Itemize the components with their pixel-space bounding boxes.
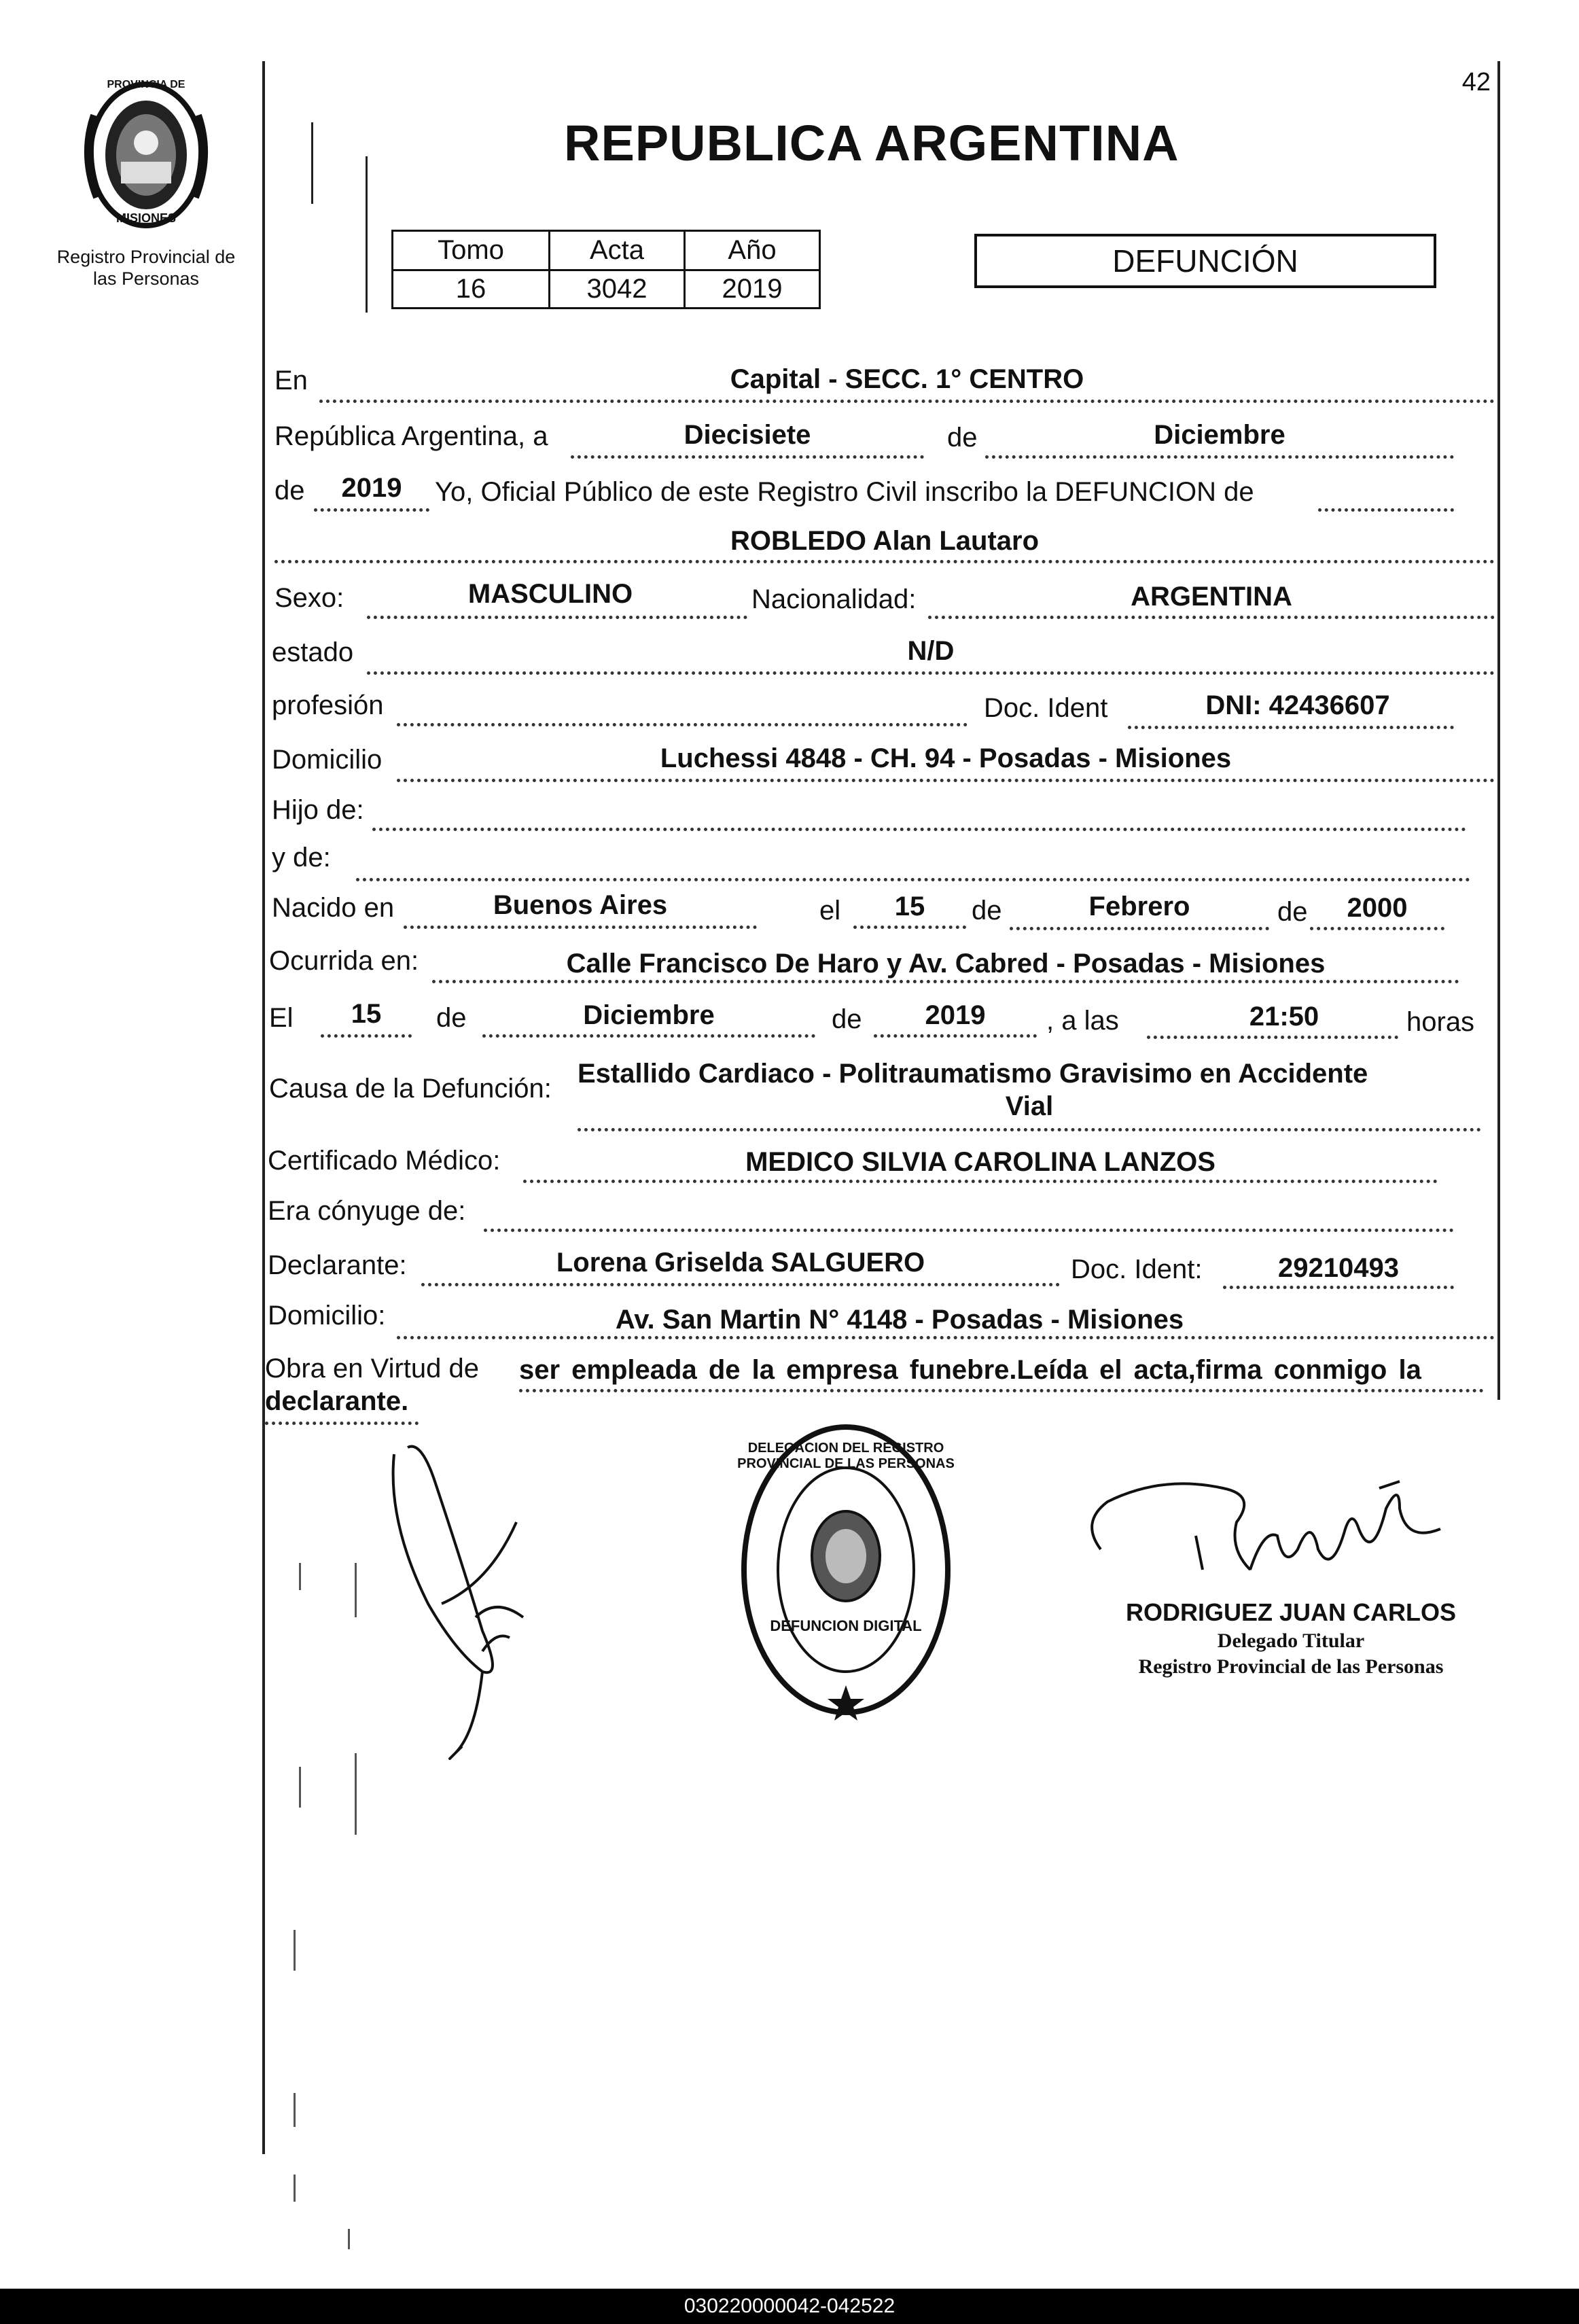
record-type: DEFUNCIÓN	[1112, 243, 1298, 279]
death-year-dots	[874, 1034, 1037, 1038]
causa-dots	[578, 1128, 1481, 1131]
horas-label: horas	[1406, 1007, 1475, 1037]
month: Diciembre	[1154, 420, 1285, 450]
official-stamp	[734, 1413, 958, 1726]
sexo-label: Sexo:	[274, 583, 344, 613]
profesion-label: profesión	[272, 690, 384, 720]
obra-value-line2: declarante.	[265, 1386, 409, 1416]
certificado-label: Certificado Médico:	[268, 1146, 501, 1176]
profesion-dots	[397, 723, 968, 726]
province-seal	[75, 75, 217, 231]
yde-dots	[356, 878, 1470, 881]
de-label: de	[947, 423, 978, 453]
en-dots	[319, 400, 1495, 403]
registry-label-line2: las Personas	[92, 268, 200, 289]
official-signature	[1080, 1468, 1461, 1590]
table-header-ano: Año	[685, 231, 820, 270]
yde-label: y de:	[272, 843, 331, 873]
declarante-label: Declarante:	[268, 1250, 407, 1280]
margin-dash	[294, 2093, 296, 2127]
estado-value: N/D	[907, 636, 955, 666]
right-margin-line	[1497, 61, 1500, 1400]
deceased-name: ROBLEDO Alan Lautaro	[730, 526, 1040, 556]
margin-dash	[355, 1753, 357, 1835]
year-prefix: de	[274, 476, 305, 506]
nacionalidad-dots	[928, 616, 1495, 619]
declarant-signature	[380, 1427, 557, 1780]
death-el-label: El	[269, 1003, 294, 1033]
declarante-value: Lorena Griselda SALGUERO	[556, 1248, 925, 1278]
page-title: REPUBLICA ARGENTINA	[564, 115, 1179, 171]
margin-dash	[299, 1767, 301, 1808]
doc-ident-label: Doc. Ident	[984, 693, 1108, 723]
birth-de1: de	[972, 896, 1002, 926]
footer-bar	[0, 2289, 1579, 2324]
margin-dash	[348, 2229, 350, 2249]
registry-label	[34, 246, 258, 289]
republica-label: República Argentina, a	[274, 421, 548, 451]
table-header-acta: Acta	[550, 231, 685, 270]
statement-dots	[1318, 508, 1454, 512]
death-time-dots	[1147, 1036, 1398, 1039]
declarante-domicilio-value: Av. San Martin N° 4148 - Posadas - Misiones	[615, 1305, 1184, 1335]
birth-month-dots	[1010, 927, 1269, 930]
declarante-doc-value: 29210493	[1278, 1253, 1399, 1283]
certificado-dots	[523, 1180, 1438, 1183]
official-title: Delegado Titular	[1217, 1630, 1365, 1652]
certificado-value: MEDICO SILVIA CAROLINA LANZOS	[745, 1147, 1216, 1177]
year: 2019	[341, 473, 402, 503]
hijo-dots	[372, 828, 1466, 831]
domicilio-value: Luchessi 4848 - CH. 94 - Posadas - Misiones	[660, 743, 1232, 773]
el-label: el	[819, 896, 841, 926]
record-type-box	[974, 234, 1436, 288]
domicilio-label: Domicilio	[272, 745, 383, 775]
table-value-tomo: 16	[393, 270, 550, 309]
name-dots	[274, 560, 1495, 563]
punch-mark-right	[366, 156, 368, 313]
causa-value-line1: Estallido Cardiaco - Politraumatismo Gravisimo en Accidente	[578, 1059, 1368, 1089]
death-day: 15	[351, 999, 382, 1029]
domicilio-dots	[397, 779, 1495, 782]
month-dots	[985, 455, 1454, 459]
page-number: 42	[1461, 68, 1491, 96]
nacionalidad-label: Nacionalidad:	[751, 584, 917, 614]
death-day-dots	[321, 1034, 412, 1038]
table-header-tomo: Tomo	[393, 231, 550, 270]
table-value-acta: 3042	[550, 270, 685, 309]
birth-month: Febrero	[1088, 892, 1190, 921]
stamp-outer-text: DELEGACION DEL REGISTRO PROVINCIAL DE LAS PERSONAS	[737, 1441, 955, 1471]
margin-dash	[355, 1563, 357, 1617]
registry-label-line1: Registro Provincial de	[56, 247, 236, 267]
nacido-label: Nacido en	[272, 893, 395, 923]
death-year: 2019	[925, 1000, 986, 1030]
stamp-inner-text: DEFUNCION DIGITAL	[770, 1617, 922, 1634]
margin-dash	[299, 1563, 301, 1590]
death-time: 21:50	[1249, 1002, 1319, 1032]
birth-day-dots	[853, 926, 966, 929]
death-month: Diciembre	[583, 1000, 715, 1030]
official-block	[1107, 1598, 1474, 1678]
obra-prefix: Obra en Virtud de	[265, 1354, 480, 1384]
obra-value-line1: ser empleada de la empresa funebre.Leída el acta,firma conmigo la	[519, 1355, 1421, 1385]
birth-de2: de	[1277, 897, 1308, 927]
en-value: Capital - SECC. 1° CENTRO	[730, 364, 1084, 394]
punch-mark-left	[311, 122, 313, 204]
doc-ident-value: DNI: 42436607	[1205, 690, 1390, 720]
causa-value-line2: Vial	[1005, 1091, 1054, 1121]
left-margin-line	[262, 61, 265, 2154]
doc-ident-dots	[1128, 726, 1454, 729]
margin-dash	[294, 2175, 296, 2202]
year-dots	[314, 508, 429, 512]
nacido-value: Buenos Aires	[493, 890, 668, 920]
seal-top-text: PROVINCIA DE	[107, 79, 185, 90]
birth-day: 15	[894, 892, 925, 921]
official-office: Registro Provincial de las Personas	[1138, 1655, 1444, 1678]
declarante-doc-dots	[1223, 1286, 1454, 1289]
obra-dots	[519, 1389, 1484, 1392]
death-month-dots	[482, 1034, 815, 1038]
footer-id: 030220000042-042522	[684, 2295, 895, 2317]
ocurrida-value: Calle Francisco De Haro y Av. Cabred - Posadas - Misiones	[566, 949, 1326, 979]
death-de2: de	[832, 1004, 862, 1034]
declarante-doc-label: Doc. Ident:	[1071, 1254, 1203, 1284]
death-de1: de	[436, 1003, 467, 1033]
estado-dots	[367, 671, 1495, 675]
declarante-domicilio-label: Domicilio:	[268, 1301, 386, 1331]
declarante-domicilio-dots	[397, 1336, 1495, 1339]
declarante-dots	[421, 1283, 1060, 1286]
conyuge-label: Era cónyuge de:	[268, 1196, 466, 1226]
table-value-ano: 2019	[685, 270, 820, 309]
statement: Yo, Oficial Público de este Registro Civil inscribo la DEFUNCION de	[435, 477, 1254, 507]
sexo-dots	[367, 616, 747, 619]
birth-year: 2000	[1347, 893, 1408, 923]
record-table	[391, 230, 821, 309]
alas-label: , a las	[1046, 1006, 1119, 1036]
day-dots	[571, 455, 924, 459]
estado-label: estado	[272, 637, 354, 667]
ocurrida-dots	[432, 980, 1459, 983]
sexo-value: MASCULINO	[467, 579, 633, 609]
nacido-dots	[404, 926, 757, 929]
ocurrida-label: Ocurrida en:	[269, 946, 419, 976]
nacionalidad-value: ARGENTINA	[1131, 582, 1292, 612]
day-words: Diecisiete	[684, 420, 811, 450]
en-label: En	[274, 366, 308, 395]
birth-year-dots	[1310, 927, 1444, 930]
margin-dash	[294, 1930, 296, 1971]
conyuge-dots	[484, 1229, 1454, 1232]
official-name: RODRIGUEZ JUAN CARLOS	[1125, 1598, 1457, 1626]
causa-label: Causa de la Defunción:	[269, 1074, 552, 1104]
seal-bottom-text: MISIONES	[116, 211, 176, 225]
hijo-label: Hijo de:	[272, 795, 364, 825]
obra-dots-2	[265, 1422, 419, 1425]
